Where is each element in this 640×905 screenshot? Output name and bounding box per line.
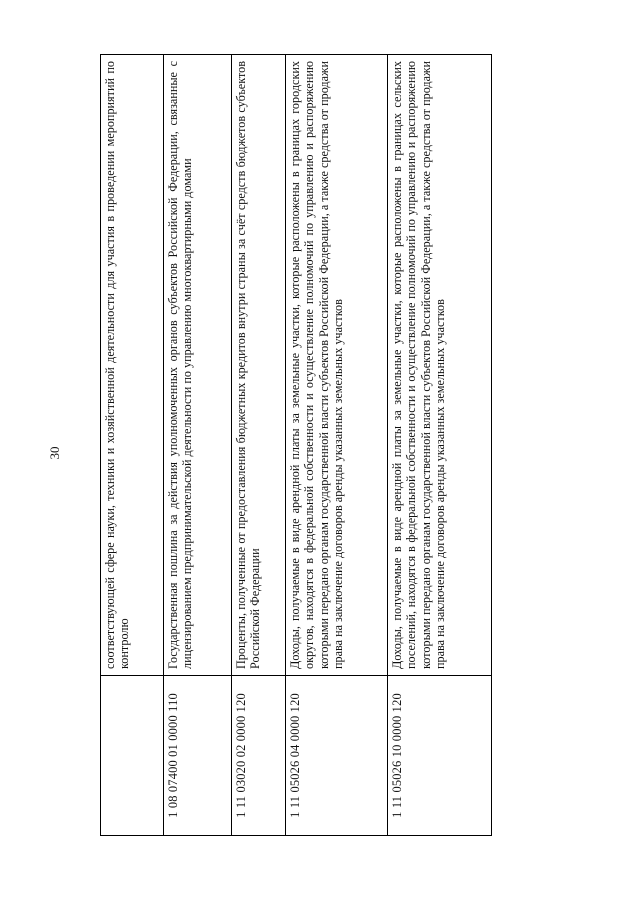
table-row bbox=[232, 55, 286, 836]
description-cell: Доходы, получаемые в виде арендной платы за земельные участки, которые расположены в границах сельских поселений, находятся в федеральной собственности и осуществление полномочий по управлению и распоряжению которыми передано органам государственной власти субъектов Российской Федерации, а также средства от продажи права на заключение договоров аренды указанных земельных участков bbox=[388, 55, 492, 676]
revenue-codes-table bbox=[100, 54, 492, 836]
code-cell bbox=[101, 676, 164, 836]
code-cell: 1 11 03020 02 0000 120 bbox=[232, 676, 286, 836]
description-cell: Государственная пошлина за действия уполномоченных органов субъектов Российской Федерации, связанные с лицензированием предпринимательской деятельности по управлению многоквартирными домами bbox=[164, 55, 232, 676]
page-number: 30 bbox=[47, 446, 62, 460]
table-row bbox=[286, 55, 388, 836]
code-cell: 1 11 05026 04 0000 120 bbox=[286, 676, 388, 836]
table-row bbox=[101, 55, 164, 836]
rotated-table-container bbox=[100, 54, 488, 836]
code-cell: 1 11 05026 10 0000 120 bbox=[388, 676, 492, 836]
table-row bbox=[388, 55, 492, 836]
description-cell: соответствующей сфере науки, техники и хозяйственной деятельности для участия в проведении мероприятий по контролю bbox=[101, 55, 164, 676]
code-cell: 1 08 07400 01 0000 110 bbox=[164, 676, 232, 836]
description-cell: Доходы, получаемые в виде арендной платы за земельные участки, которые расположены в границах городских округов, находятся в федеральной собственности и осуществление полномочий по управлению и распоряжению которыми передано органам государственной власти субъектов Российской Федерации, а также средства от продажи права на заключение договоров аренды указанных земельных участков bbox=[286, 55, 388, 676]
table-row bbox=[164, 55, 232, 836]
description-cell: Проценты, полученные от предоставления бюджетных кредитов внутри страны за счёт средств бюджетов субъектов Российской Федерации bbox=[232, 55, 286, 676]
